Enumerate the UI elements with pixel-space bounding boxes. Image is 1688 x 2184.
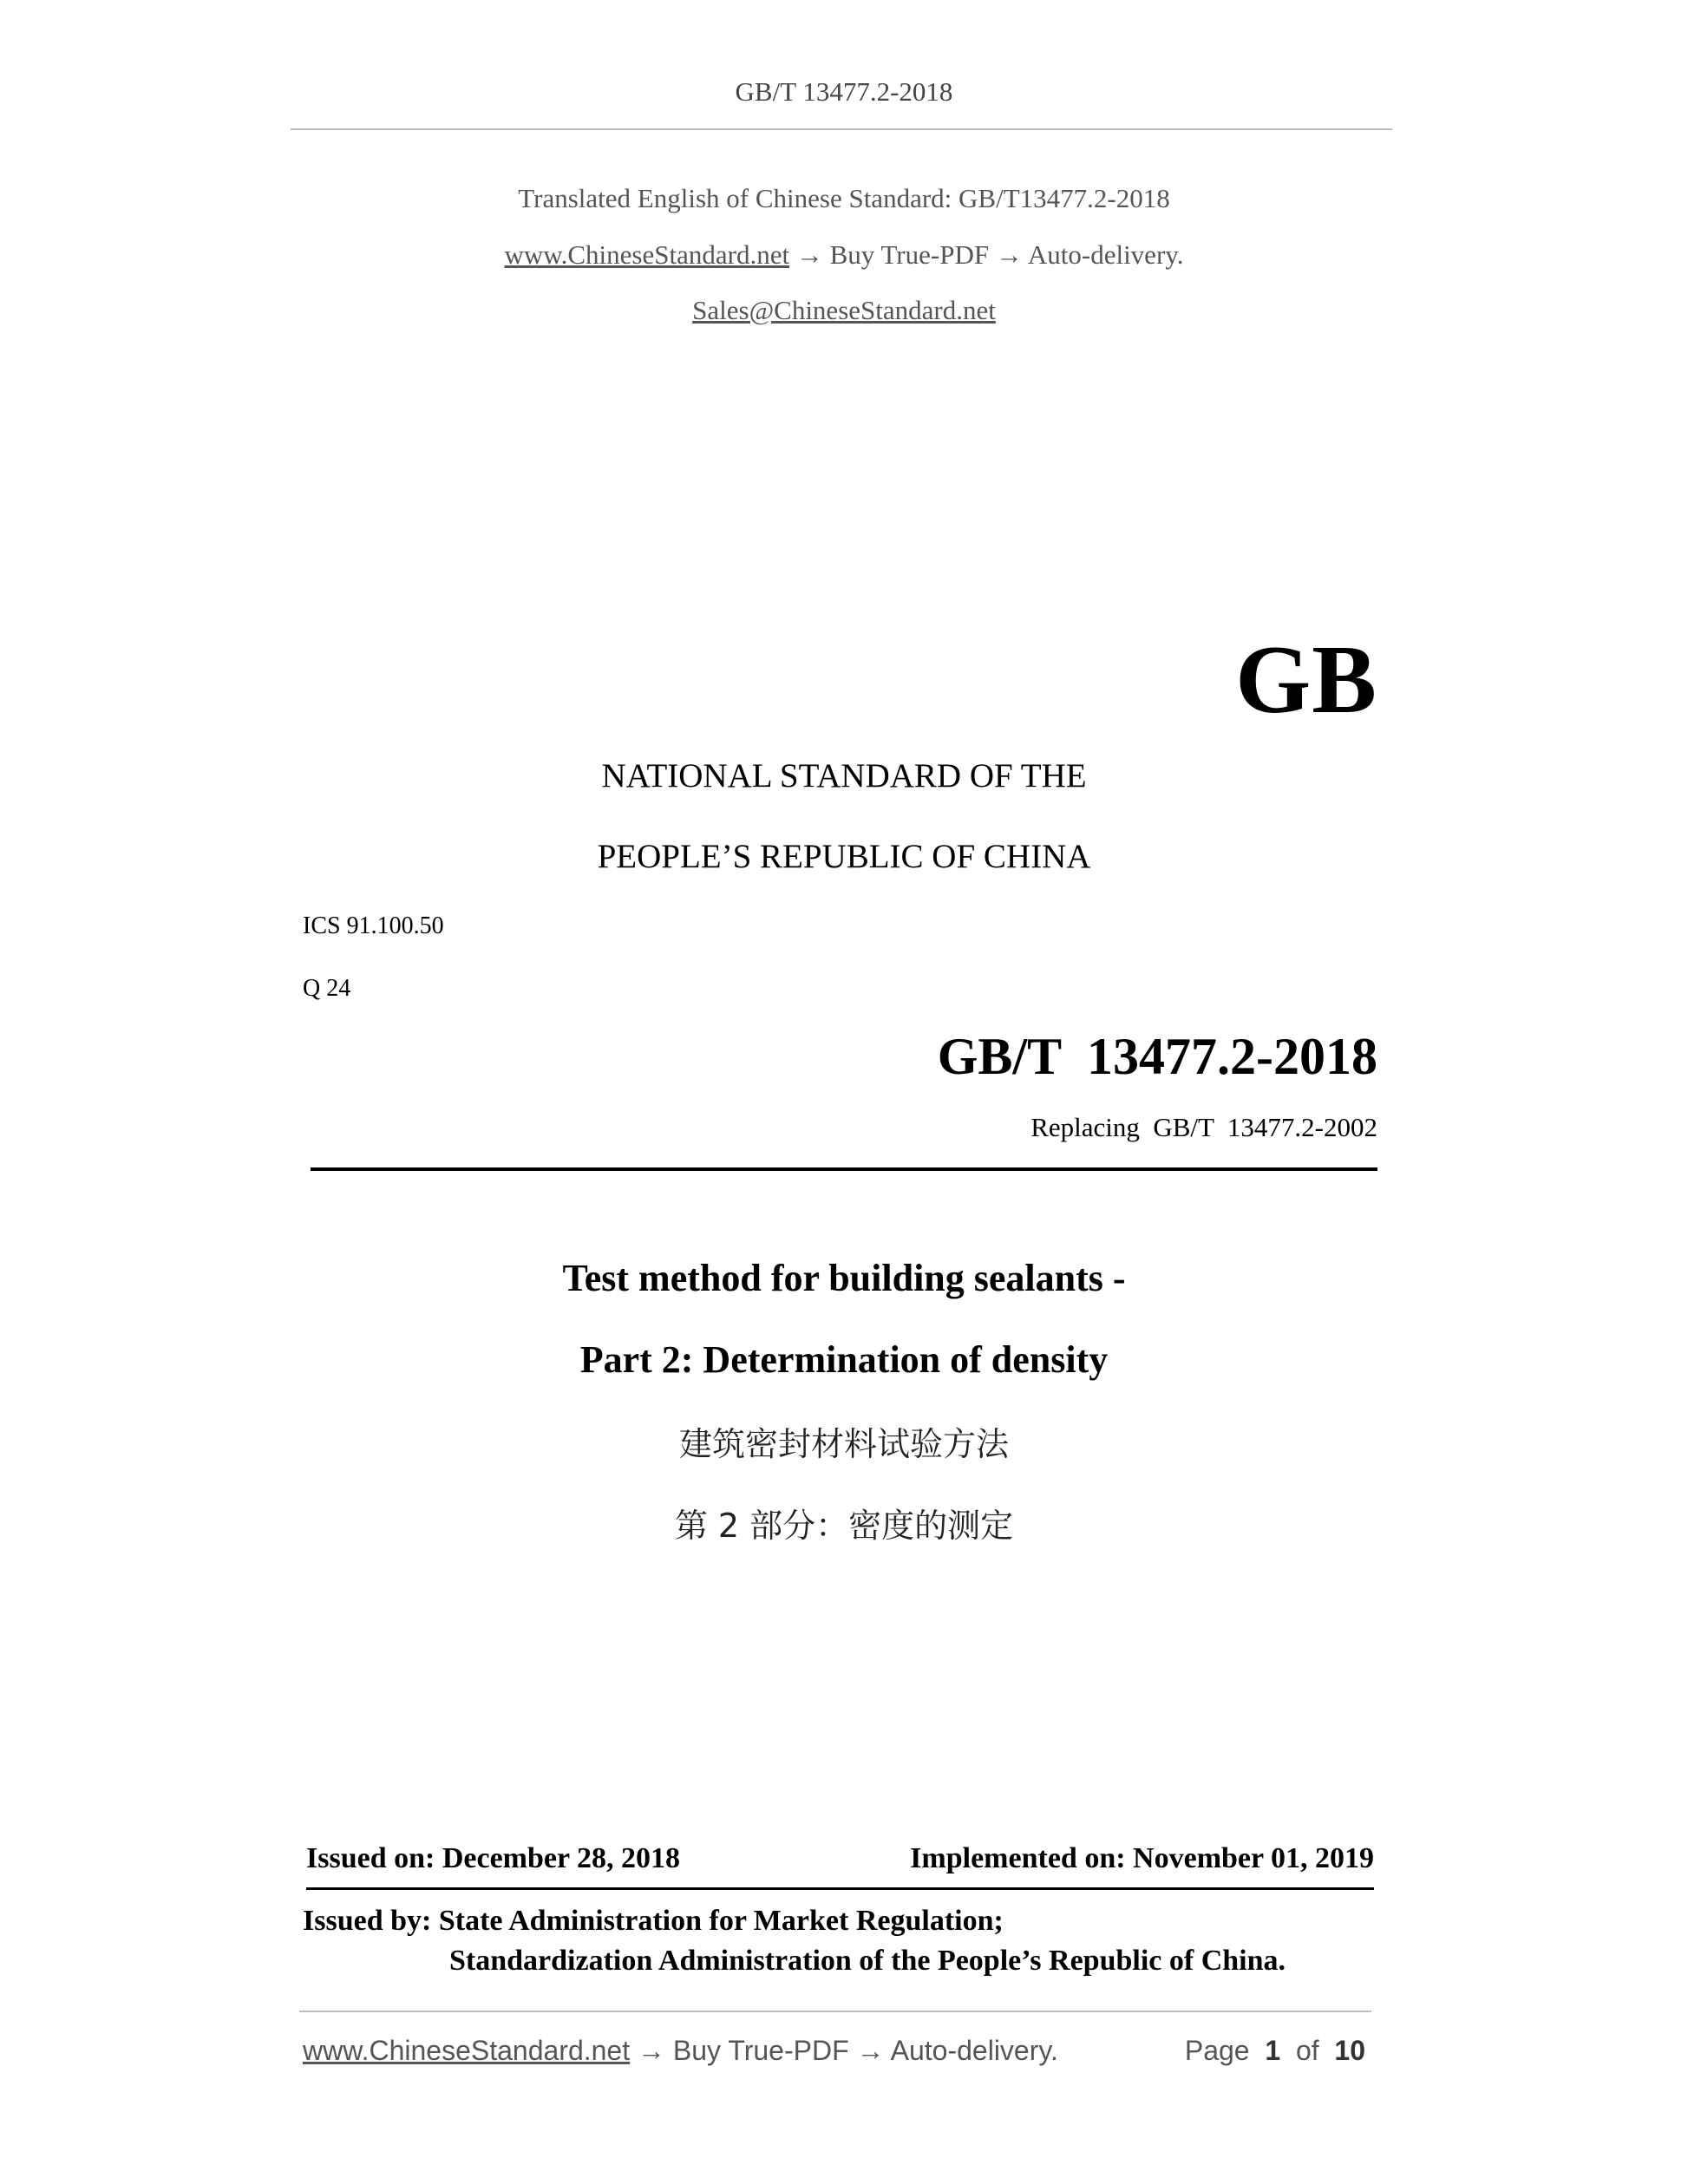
auto-delivery-text: Auto-delivery. [1027,239,1184,270]
title-divider [311,1167,1377,1171]
page-indicator [1185,2035,1365,2067]
issued-by-line-2: Standardization Administration of the People’s Republic of China. [449,1945,1286,1977]
arrow-right-icon: → [638,2035,665,2066]
footer-site-link[interactable]: www.ChineseStandard.net [303,2035,631,2066]
title-english-line-1: Test method for building sealants - [562,1257,1126,1299]
running-header: GB/T 13477.2-2018 [735,76,953,107]
ics-code: ICS 91.100.50 [303,912,444,939]
translated-notice: Translated English of Chinese Standard: GB/T13477.2-2018 [518,183,1170,213]
issued-by-line-1: Issued by: State Administration for Market Regulation; [303,1905,1004,1937]
implemented-on-date: Implemented on: November 01, 2019 [910,1842,1374,1874]
footer-buy-text: Buy True-PDF [672,2035,849,2066]
site-link[interactable]: www.ChineseStandard.net [504,239,790,270]
standard-number: GB/T 13477.2-2018 [937,1028,1377,1085]
date-divider [306,1887,1374,1890]
page-total: 10 [1334,2035,1365,2066]
arrow-right-icon: → [856,2035,885,2066]
page-label: Page [1184,2035,1250,2066]
title-chinese-line-1: 建筑密封材料试验方法 [678,1425,1009,1463]
arrow-right-icon: → [795,239,823,270]
gb-mark: GB [1235,626,1377,734]
issued-on-date: Issued on: December 28, 2018 [306,1842,680,1874]
header-divider [291,128,1392,130]
replacing-standard: Replacing GB/T 13477.2-2002 [1030,1112,1377,1142]
title-chinese-line-2: 第 2 部分：密度的测定 [674,1507,1014,1545]
promo-line [0,239,1688,271]
sales-email-link[interactable]: Sales@ChineseStandard.net [692,295,996,325]
arrow-right-icon: → [995,239,1023,270]
footer-divider [299,2011,1371,2012]
national-standard-line-2: PEOPLE’S REPUBLIC OF CHINA [597,838,1091,875]
classification-code: Q 24 [303,975,351,1002]
sales-line [0,295,1688,326]
national-standard-line-1: NATIONAL STANDARD OF THE [601,757,1087,794]
page-of: of [1295,2035,1319,2066]
footer-promo [303,2035,1058,2067]
title-english-line-2: Part 2: Determination of density [579,1338,1109,1381]
page-current: 1 [1265,2035,1281,2066]
footer-auto-text: Auto-delivery. [890,2035,1058,2066]
buy-text: Buy True-PDF [829,239,990,270]
